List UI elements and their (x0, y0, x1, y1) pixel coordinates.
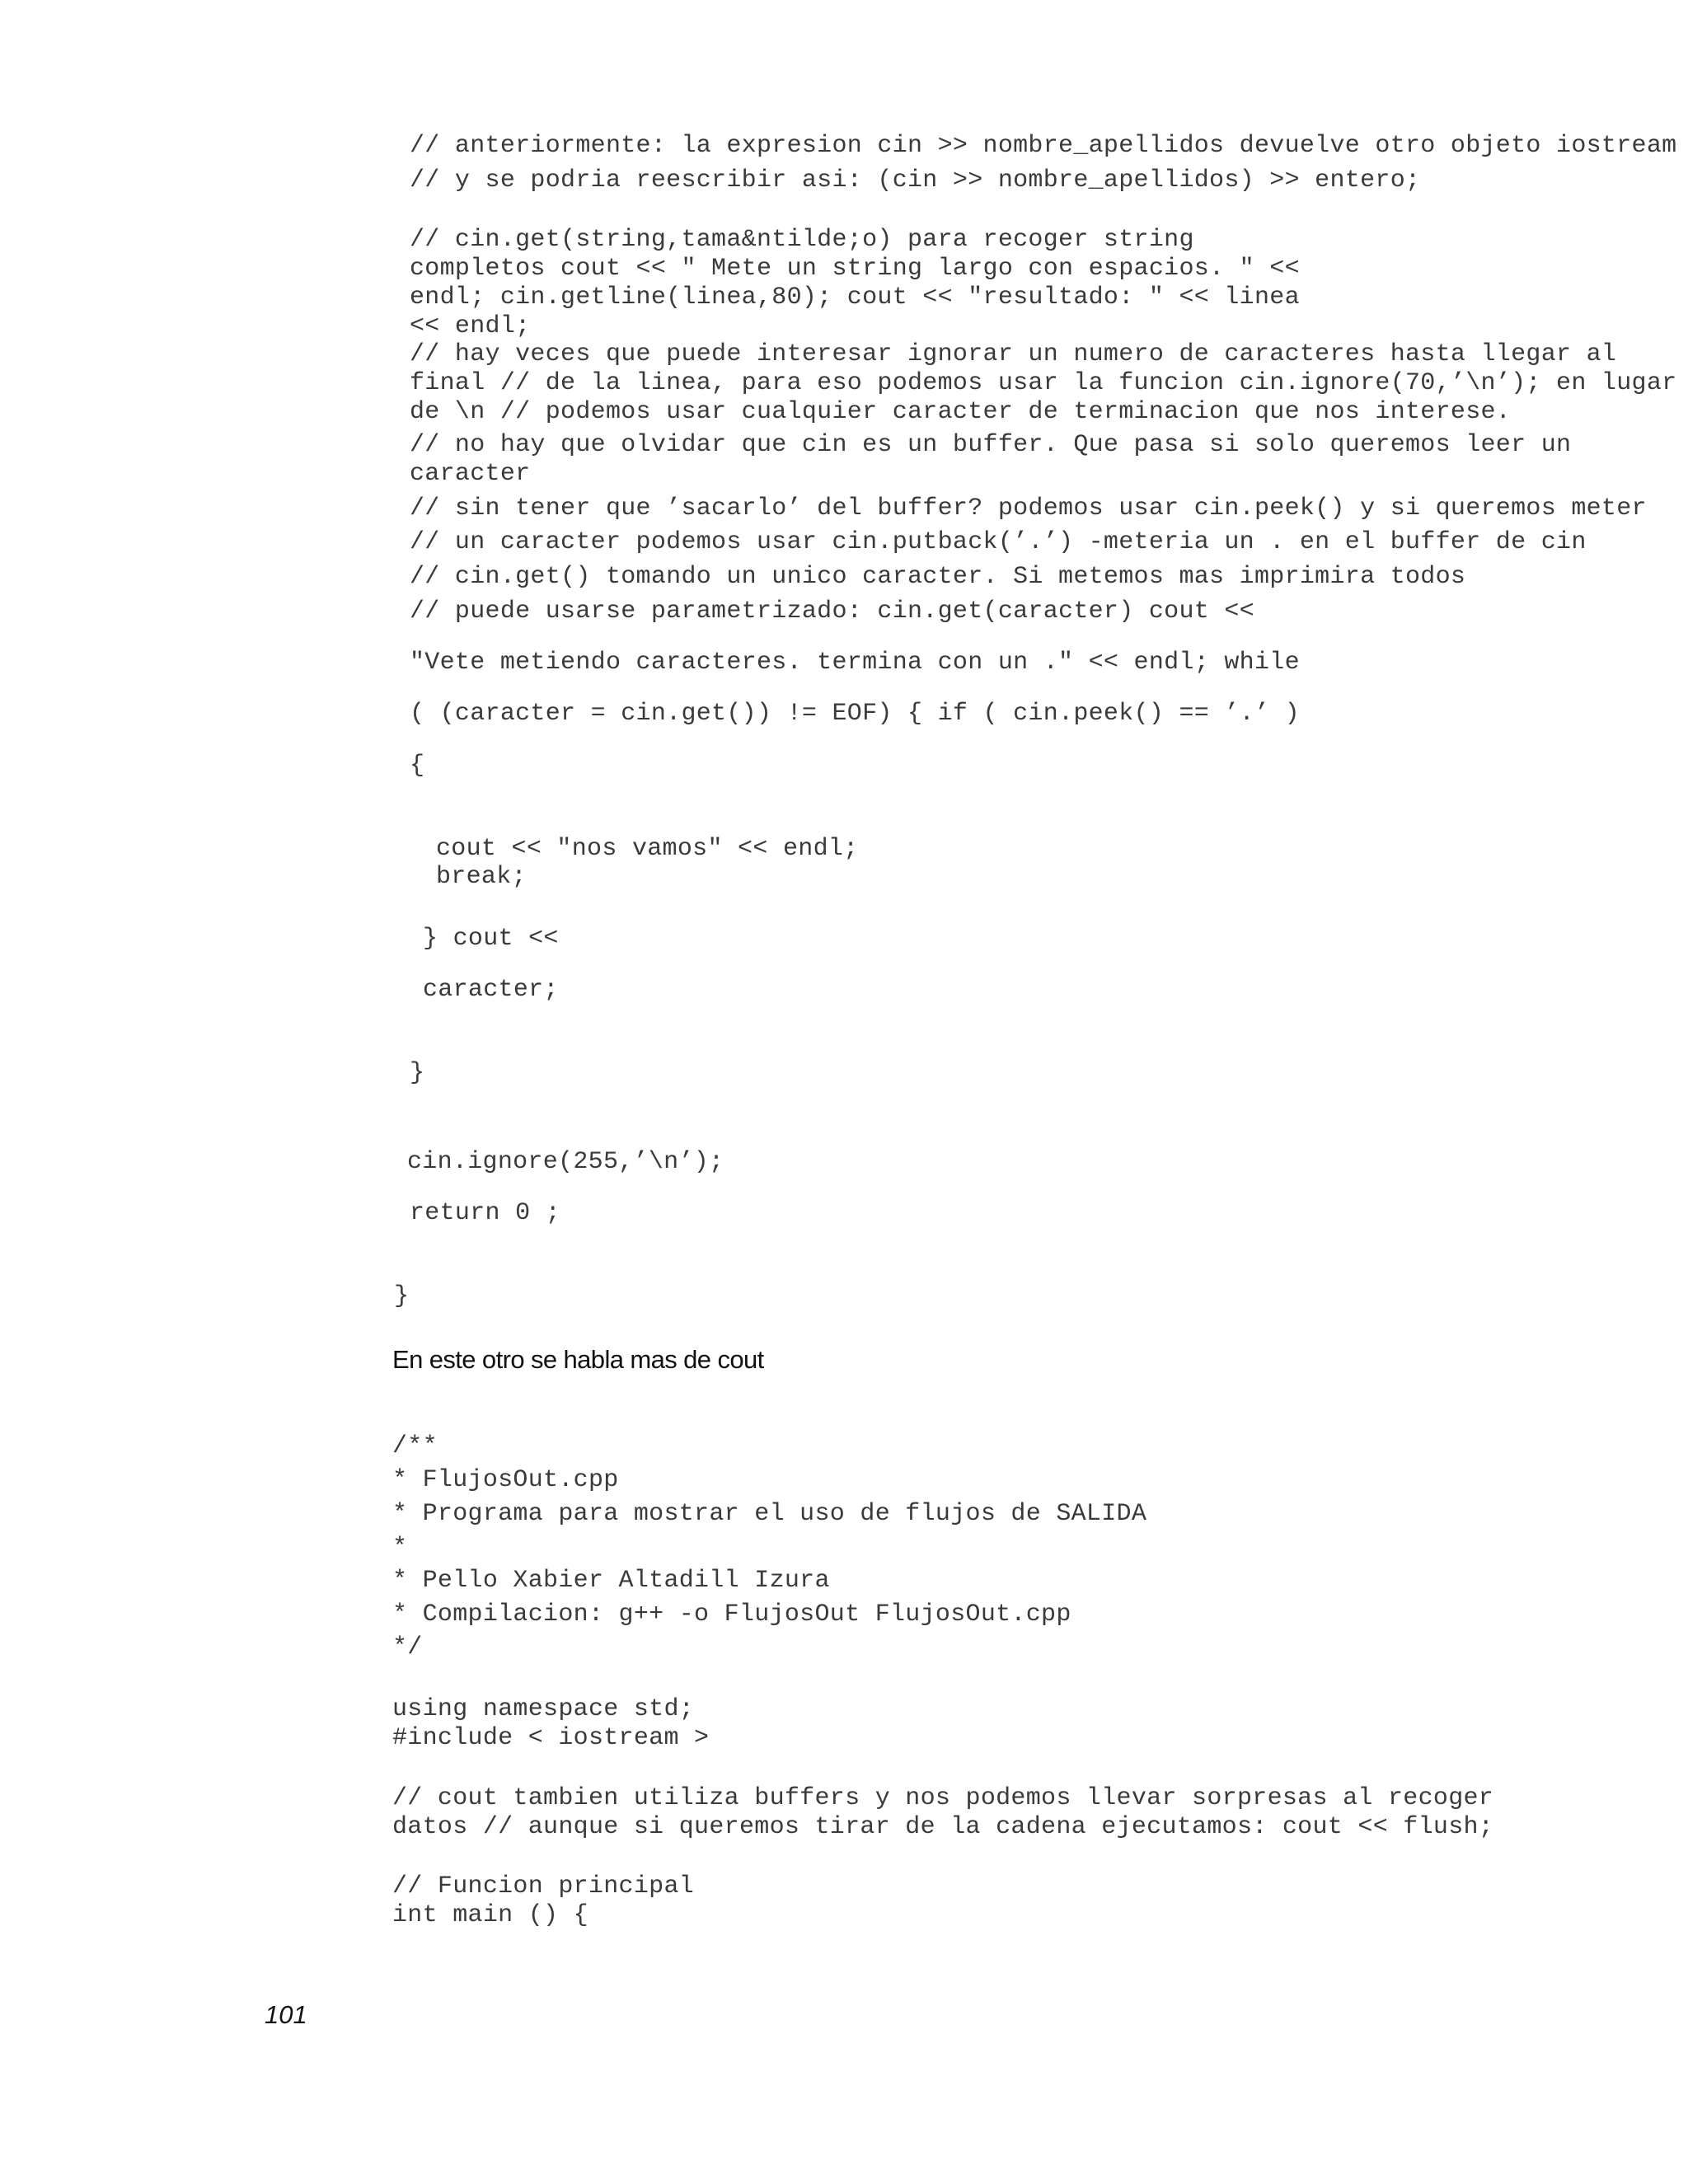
intro-paragraph: En este otro se habla mas de cout (392, 1345, 764, 1374)
code-line-int-main: int main () { (392, 1901, 588, 1929)
code-line-buffer-comment-2: caracter (410, 460, 531, 488)
code-line-return: return 0 ; (410, 1199, 561, 1227)
code-line-doc-compile: * Compilacion: g++ -o FlujosOut FlujosOut.cpp (392, 1601, 1071, 1629)
code-line-include: #include < iostream > (392, 1724, 710, 1752)
code-line-doc-close: */ (392, 1633, 423, 1661)
code-line-getline: endl; cin.getline(linea,80); cout << "resultado: " << linea (410, 284, 1300, 312)
code-line-doc-open: /** (392, 1432, 438, 1460)
code-line-cout-string: completos cout << " Mete un string largo con espacios. " << (410, 255, 1300, 283)
code-line-vete-metiendo: "Vete metiendo caracteres. termina con un ." << endl; while (410, 649, 1300, 677)
code-line-close-brace-cout: } cout << (423, 925, 559, 953)
code-line-doc-star: * (392, 1534, 408, 1562)
code-line-using-namespace: using namespace std; (392, 1695, 695, 1723)
code-line-param-comment: // puede usarse parametrizado: cin.get(caracter) cout << (410, 598, 1254, 626)
code-line-cin-get-comment: // cin.get(string,tama&ntilde;o) para recoger string (410, 226, 1194, 254)
code-line-open-brace: { (410, 752, 425, 780)
code-line-ignore-comment-3: de \n // podemos usar cualquier caracter de terminacion que nos interese. (410, 398, 1512, 426)
code-line-putback-comment: // un caracter podemos usar cin.putback(’.’) -meteria un . en el buffer de cin (410, 528, 1587, 556)
code-line-cout-buffer-comment-2: datos // aunque si queremos tirar de la cadena ejecutamos: cout << flush; (392, 1813, 1494, 1841)
code-line-comment-reescribir: // y se podria reescribir asi: (cin >> nombre_apellidos) >> entero; (410, 166, 1421, 194)
code-line-ignore-comment-2: final // de la linea, para eso podemos usar la funcion cin.ignore(70,’\n’); en lugar (410, 369, 1677, 397)
code-line-ignore-comment-1: // hay veces que puede interesar ignorar un numero de caracteres hasta llegar al (410, 340, 1617, 368)
code-line-main-comment: // Funcion principal (392, 1872, 695, 1900)
code-line-comment-iostream: // anteriormente: la expresion cin >> nombre_apellidos devuelve otro objeto iostream (410, 132, 1677, 160)
code-line-peek-comment: // sin tener que ’sacarlo’ del buffer? podemos usar cin.peek() y si queremos meter (410, 494, 1647, 523)
code-line-break: break; (436, 863, 527, 891)
code-line-buffer-comment-1: // no hay que olvidar que cin es un buffer. Que pasa si solo queremos leer un (410, 431, 1572, 459)
code-line-cout-nos-vamos: cout << "nos vamos" << endl; (436, 835, 859, 863)
code-line-close-brace-main: } (394, 1282, 410, 1310)
code-line-doc-description: * Programa para mostrar el uso de flujos de SALIDA (392, 1500, 1147, 1528)
code-line-doc-filename: * FlujosOut.cpp (392, 1466, 619, 1494)
code-line-close-brace-while: } (410, 1059, 425, 1087)
page-number: 101 (265, 2000, 307, 2029)
code-line-cin-ignore: cin.ignore(255,’\n’); (407, 1148, 724, 1176)
code-line-doc-author: * Pello Xabier Altadill Izura (392, 1567, 830, 1595)
code-line-while-condition: ( (caracter = cin.get()) != EOF) { if ( cin.peek() == ’.’ ) (410, 700, 1300, 728)
code-line-caracter: caracter; (423, 976, 559, 1004)
code-line-endl: << endl; (410, 312, 531, 340)
code-line-cout-buffer-comment-1: // cout tambien utiliza buffers y nos podemos llevar sorpresas al recoger (392, 1784, 1494, 1812)
code-line-get-comment: // cin.get() tomando un unico caracter. Si metemos mas imprimira todos (410, 563, 1466, 591)
